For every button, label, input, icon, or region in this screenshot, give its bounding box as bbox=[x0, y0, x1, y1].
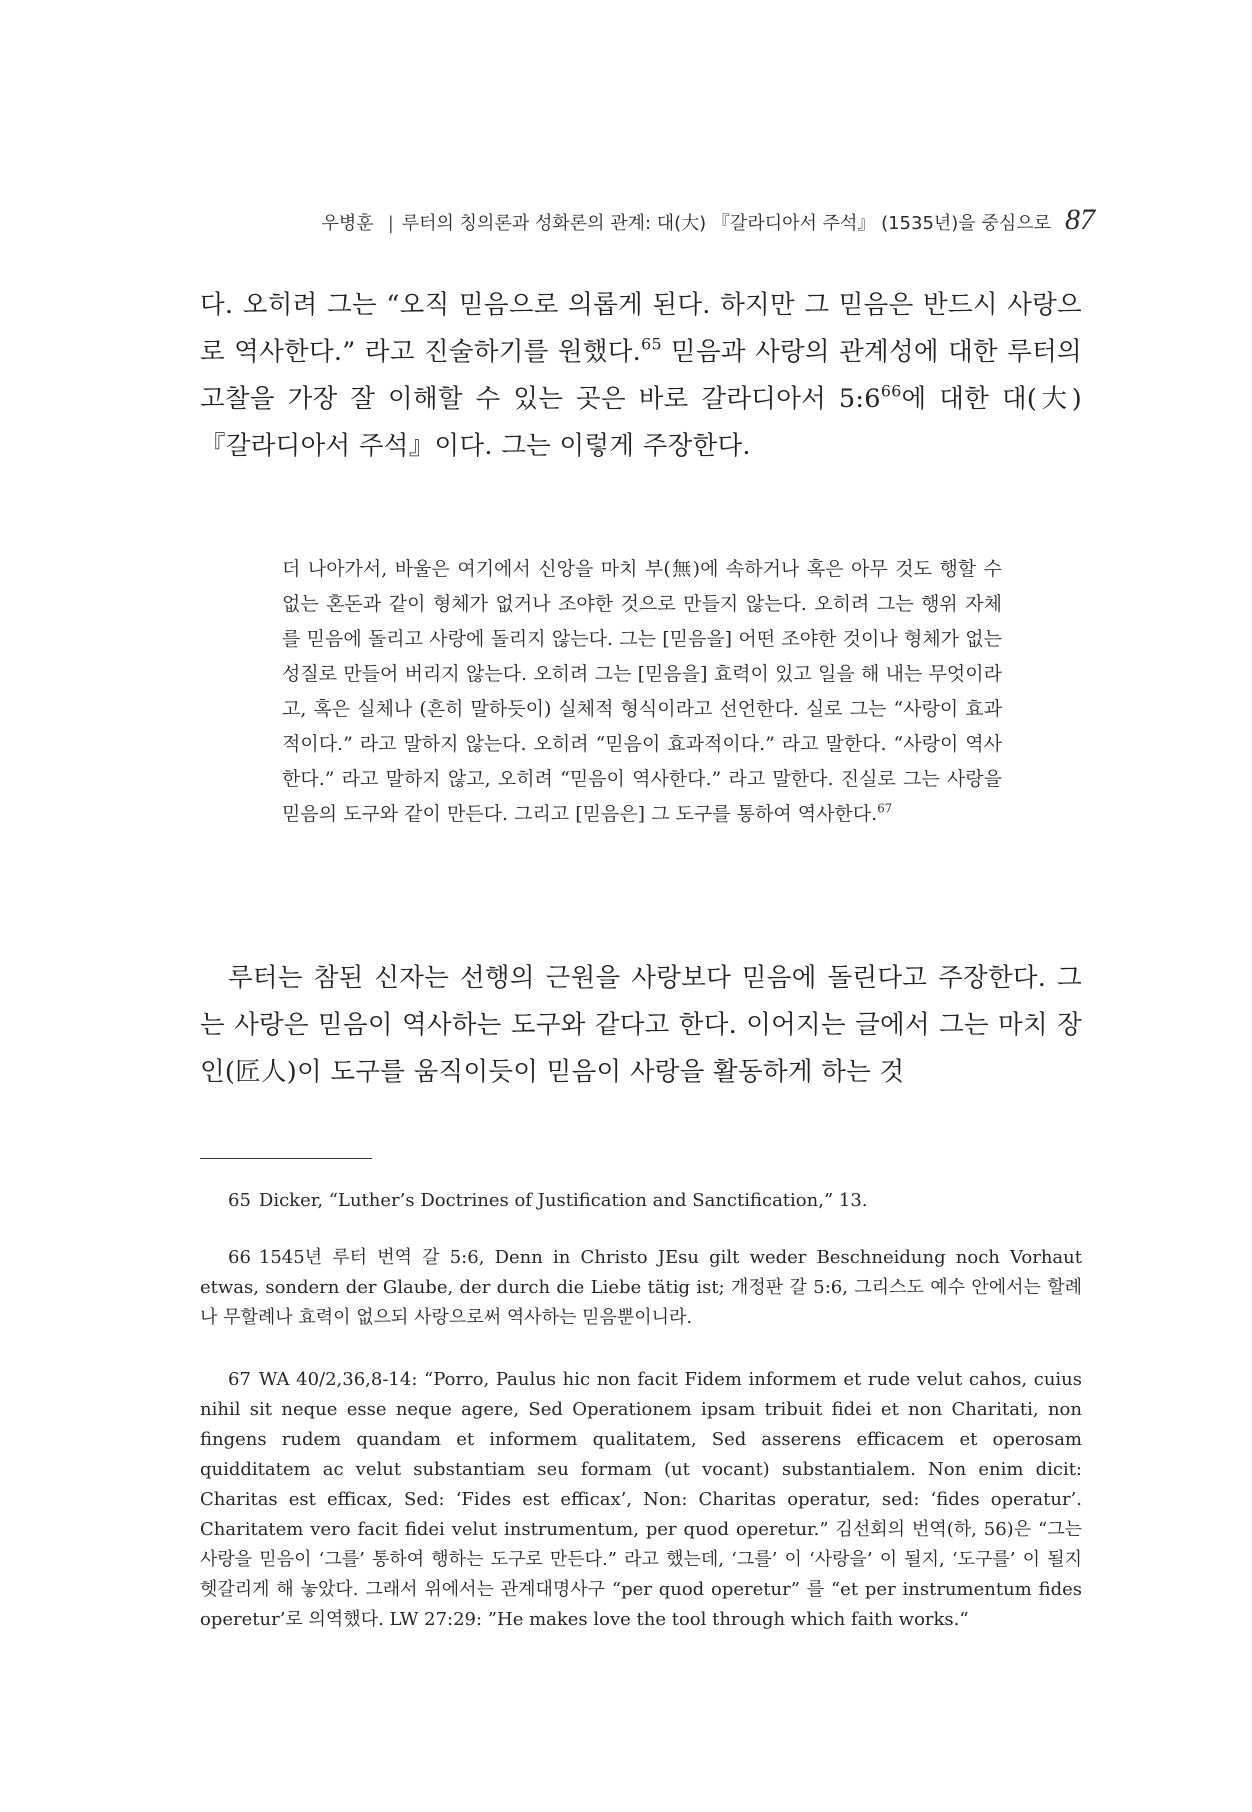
footnote-65 bbox=[200, 1186, 1082, 1216]
quote-text: 더 나아가서, 바울은 여기에서 신앙을 마치 부(無)에 속하거나 혹은 아무 것도 행할 수 없는 혼돈과 같이 형체가 없거나 조야한 것으로 만들지 않는다. 오히려 그는 행위 자체를 믿음에 돌리고 사랑에 돌리지 않는다. 그는 [믿음을] 어떤 조야한 것이나 형체가 없는 성질로 만들어 버리지 않는다. 오히려 그는 [믿음을] 효력이 있고 일을 해 내는 무엇이라고, 혹은 실체나 (흔히 말하듯이) 실체적 형식이라고 선언한다. 실로 그는 “사랑이 효과적이다.” 라고 말하지 않는다. 오히려 “믿음이 효과적이다.” 라고 말한다. “사랑이 역사한다.” 라고 말하지 않고, 오히려 “믿음이 역사한다.” 라고 말한다. 진실로 그는 사랑을 믿음의 도구와 같이 만든다. 그리고 [믿음은] 그 도구를 통하여 역사한다. bbox=[282, 558, 1002, 825]
footnote-number: 66 bbox=[228, 1247, 251, 1268]
page-number: 87 bbox=[1065, 203, 1095, 236]
footnote-text: 1545년 루터 번역 갈 5:6, Denn in Christo JEsu gilt weder Beschneidung noch Vorhaut etwas, sondern der Glaube, der durch die Liebe tätig ist; 개정판 갈 5:6, 그리스도 예수 안에서는 할례나 무할례나 효력이 없으되 사랑으로써 역사하는 믿음뿐이니라. bbox=[200, 1247, 1082, 1328]
body-paragraph-1 bbox=[200, 282, 1082, 470]
footnote-ref-66[interactable]: 66 bbox=[880, 381, 902, 401]
header-title: 루터의 칭의론과 성화론의 관계: 대(大) 『갈라디아서 주석』 (1535년)을 중심으로 bbox=[401, 213, 1051, 234]
header-separator: | bbox=[387, 213, 394, 234]
body-paragraph-2: 루터는 참된 신자는 선행의 근원을 사랑보다 믿음에 돌린다고 주장한다. 그는 사랑은 믿음이 역사하는 도구와 같다고 한다. 이어지는 글에서 그는 마치 장인(匠人)이 도구를 움직이듯이 믿음이 사랑을 활동하게 하는 것 bbox=[200, 963, 1082, 1087]
running-header bbox=[150, 203, 1095, 243]
footnote-ref-67[interactable]: 67 bbox=[877, 801, 893, 816]
footnote-ref-65[interactable]: 65 bbox=[641, 334, 662, 354]
footnote-number: 67 bbox=[228, 1369, 251, 1390]
block-quote bbox=[282, 552, 1002, 832]
paragraph-1-text-c: 에 대한 대(大) 『갈라디아서 주석』이다. 그는 이렇게 주장한다. bbox=[200, 384, 1083, 461]
footnote-66 bbox=[200, 1243, 1082, 1333]
paragraph-1-text-b: 믿음과 사랑의 관계성에 대한 루터의 고찰을 가장 잘 이해할 수 있는 곳은 바로 갈라디아서 5:6 bbox=[200, 337, 1082, 414]
paragraph-1-text-a: 다. 오히려 그는 “오직 믿음으로 의롭게 된다. 하지만 그 믿음은 반드시 사랑으로 역사한다.” 라고 진술하기를 원했다. bbox=[200, 290, 1082, 367]
footnote-text: Dicker, “Luther’s Doctrines of Justification and Sanctification,” 13. bbox=[258, 1190, 868, 1211]
footnote-text: WA 40/2,36,8-14: “Porro, Paulus hic non facit Fidem informem et rude velut cahos, cuius nihil sit neque esse neque agere, Sed Operationem ipsam tribuit fidei et non Charitati, non fingens rudem quandam et informem qualitatem, Sed asserens efficacem et operosam quidditatem ac velut substantiam seu formam (ut vocant) substantialem. Non enim dicit: Charitas est efficax, Sed: ‘Fides est efficax’, Non: Charitas operatur, sed: ‘fides operatur’. Charitatem vero facit fidei velut instrumentum, per quod operetur.” 김선회의 번역(하, 56)은 “그는 사랑을 믿음이 ‘그를’ 통하여 행하는 도구로 만든다.” 라고 했는데, ‘그를’ 이 ‘사랑을’ 이 될지, ‘도구를’ 이 될지 헷갈리게 해 놓았다. 그래서 위에서는 관계대명사구 “per quod operetur” 를 “et per instrumentum fides operetur’로 의역했다. LW 27:29: ”He makes love the tool through which faith works.“ bbox=[200, 1369, 1082, 1630]
footnote-67 bbox=[200, 1365, 1082, 1635]
header-author: 우병훈 bbox=[321, 213, 374, 234]
footnote-divider bbox=[200, 1158, 372, 1159]
footnote-number: 65 bbox=[228, 1190, 251, 1211]
